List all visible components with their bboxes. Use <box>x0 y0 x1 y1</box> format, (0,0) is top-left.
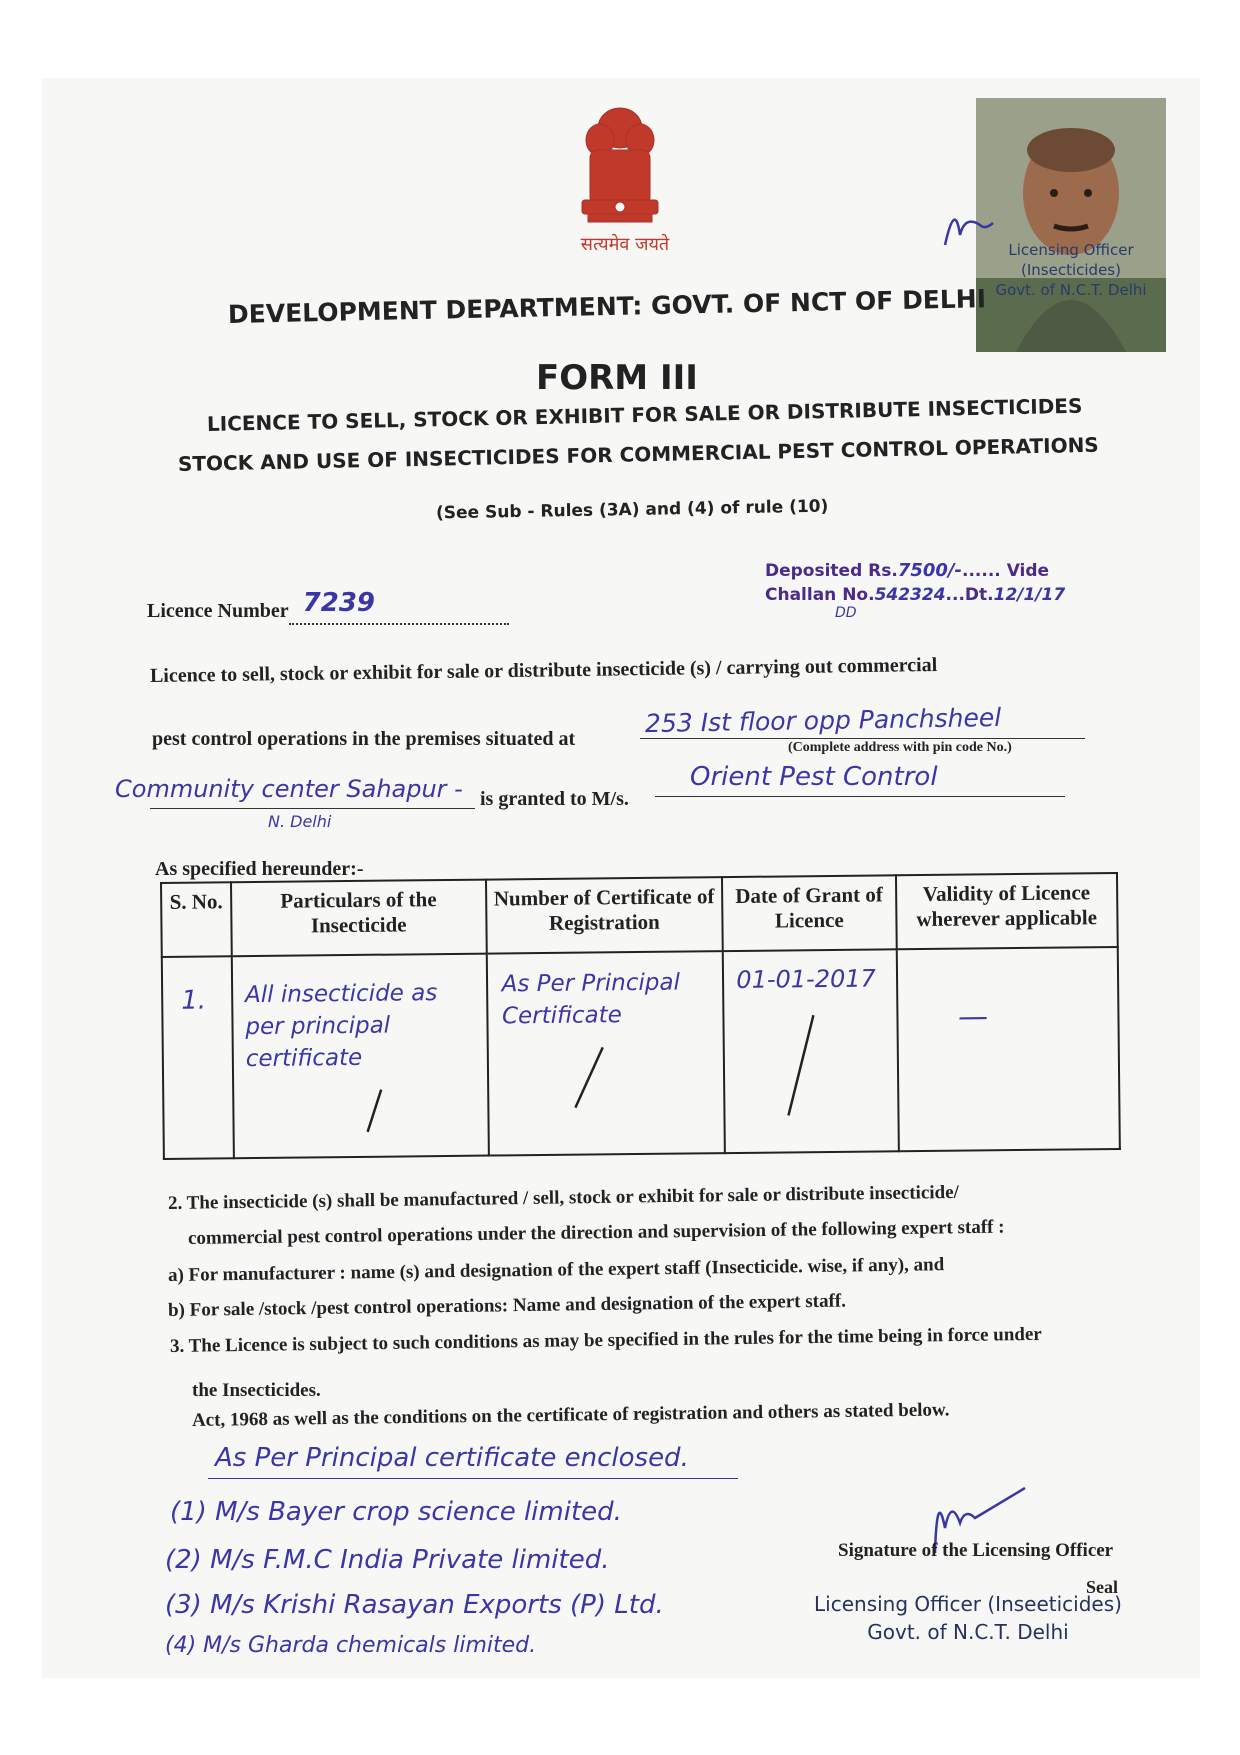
slash-mark <box>359 1086 390 1136</box>
vide-label: Vide <box>1006 561 1050 581</box>
licence-paragraph-line1: Licence to sell, stock or exhibit for sale or distribute insecticide (s) / carrying out commercial <box>149 654 938 687</box>
licence-subtitle-line1: LICENCE TO SELL, STOCK OR EXHIBIT FOR SALE OR DISTRIBUTE INSECTICIDES <box>206 393 1083 436</box>
header-date: Date of Grant of Licence <box>722 875 896 951</box>
condition-3b: the Insecticides. <box>192 1380 321 1401</box>
person-photo-icon <box>976 98 1166 352</box>
officer-initials-signature <box>935 195 995 255</box>
dd-note: DD <box>835 605 857 621</box>
signature-label: Signature of the Licensing Officer <box>838 1540 1114 1561</box>
deposited-amount: 7500/- <box>897 560 963 581</box>
cell-sno: 1. <box>181 985 207 1016</box>
form-title: FORM III <box>536 358 698 398</box>
premises-address-value: 253 Ist floor opp Panchsheel <box>644 702 1002 739</box>
cell-certificate: As Per Principal Certificate <box>501 969 681 1030</box>
date-label: Dt. <box>964 585 994 605</box>
condition-2c: a) For manufacturer : name (s) and designation of the expert staff (Insecticide. wise, if any), and <box>167 1254 945 1286</box>
condition-2a: 2. The insecticide (s) shall be manufactured / sell, stock or exhibit for sale or distribute insecticide/ <box>167 1181 960 1214</box>
stamp-overlay-line1: Licensing Officer (Insecticides) <box>1008 241 1134 279</box>
department-heading: DEVELOPMENT DEPARTMENT: GOVT. OF NCT OF DELHI <box>227 284 987 329</box>
applicant-photo <box>976 98 1166 352</box>
condition-2d: b) For sale /stock /pest control operations: Name and designation of the expert staff. <box>167 1290 847 1321</box>
licence-number-value: 7239 <box>302 588 376 618</box>
header-particulars: Particulars of the Insecticide <box>231 880 486 957</box>
challan-label: Challan No. <box>765 585 875 605</box>
list-item: (4) M/s Gharda chemicals limited. <box>165 1633 537 1658</box>
premises-address-value3: N. Delhi <box>268 812 332 831</box>
granted-to-value: Orient Pest Control <box>690 762 938 792</box>
table-row <box>162 947 1120 1159</box>
list-item: (3) M/s Krishi Rasayan Exports (P) Ltd. <box>165 1590 664 1620</box>
challan-date: 12/1/17 <box>993 585 1066 605</box>
cell-date: 01-01-2017 <box>736 964 876 994</box>
emblem-motto: सत्यमेव जयते <box>580 234 670 255</box>
licence-number-label: Licence Number <box>147 600 289 622</box>
condition-2b: commercial pest control operations under the direction and supervision of the following expert staff : <box>187 1216 1005 1249</box>
list-item: (2) M/s F.M.C India Private limited. <box>165 1545 610 1575</box>
premises-address-value2: Community center Sahapur - <box>115 775 463 803</box>
deposited-label: Deposited Rs. <box>765 561 898 581</box>
as-specified-label: As specified hereunder:- <box>155 858 364 880</box>
cell-particulars: All insecticide as per principal certificate <box>244 980 438 1073</box>
premises-label: pest control operations in the premises situated at <box>152 728 576 750</box>
cell-validity: — <box>957 999 989 1035</box>
table-header-row <box>161 873 1118 957</box>
slash-mark <box>780 1011 821 1121</box>
rules-reference: (See Sub - Rules (3A) and (4) of rule (10) <box>435 496 829 524</box>
seal-label: Seal <box>1086 1577 1119 1597</box>
licence-subtitle-line2: STOCK AND USE OF INSECTICIDES FOR COMMERCIAL PEST CONTROL OPERATIONS <box>177 432 1099 476</box>
condition-3a: 3. The Licence is subject to such conditions as may be specified in the rules for the time being in force under <box>169 1323 1042 1357</box>
condition-3c: Act, 1968 as well as the conditions on the certificate of registration and others as stated below. <box>191 1399 950 1431</box>
deposit-stamp: Deposited Rs.7500/-...... Vide Challan No.542324...Dt.12/1/17 DD <box>765 560 1066 621</box>
officer-stamp-line2: Govt. of N.C.T. Delhi <box>867 1620 1069 1644</box>
challan-number: 542324 <box>874 585 946 605</box>
address-hint: (Complete address with pin code No.) <box>788 740 1012 755</box>
slash-mark <box>568 1043 609 1113</box>
licence-table <box>160 872 1121 1160</box>
officer-stamp-line1: Licensing Officer (Inseeticides) <box>814 1592 1122 1616</box>
stamp-overlay-line2: Govt. of N.C.T. Delhi <box>995 281 1147 299</box>
handwritten-intro: As Per Principal certificate enclosed. <box>215 1443 689 1473</box>
granted-label: is granted to M/s. <box>480 788 629 810</box>
list-item: (1) M/s Bayer crop science limited. <box>170 1497 622 1527</box>
header-validity: Validity of Licence wherever applicable <box>895 873 1117 949</box>
header-certificate: Number of Certificate of Registration <box>486 877 723 953</box>
licence-number-row <box>147 588 509 625</box>
header-sno: S. No. <box>161 882 232 957</box>
